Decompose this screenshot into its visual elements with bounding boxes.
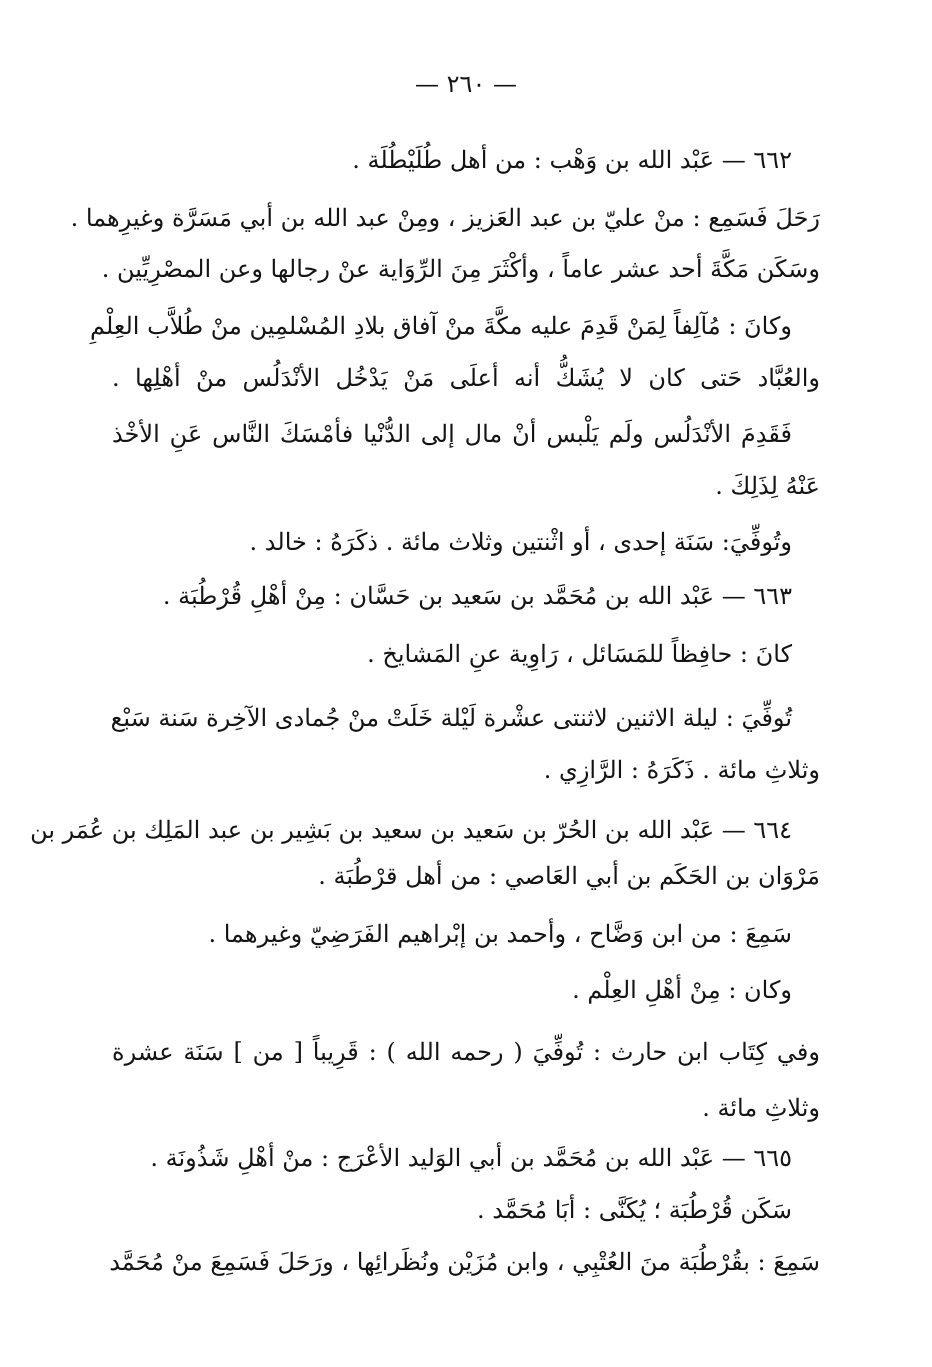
entry-heading-663: ٦٦٣ — عَبْد الله بن مُحَمَّد بن سَعيد بن حَسَّان : مِنْ أهْلِ قُرْطُبَة .	[162, 582, 792, 610]
text-line: سَمِعَ : بقُرْطُبَة منَ العُتْبِي ، وابن مُزَيْن ونُظَرائِها ، ورَحَلَ فَسَمِعَ منْ مُحَمَّد	[109, 1248, 820, 1276]
text-line: سَكَن قُرْطُبَة ؛ يُكَنَّى : أبَا مُحَمَّد .	[477, 1196, 792, 1224]
text-line: وثلاثِ مائة .	[702, 1094, 820, 1122]
text-line: وسَكَن مَكَّةَ أحد عشر عاماً ، وأكْثَرَ مِنَ الرِّوَاية عنْ رجالها وعن المصْرِيِّين .	[101, 255, 820, 283]
text-line: سَمِعَ : من ابن وَضَّاح ، وأحمد بن إبْراهيم الفَرَضِيّ وغيرهما .	[208, 920, 792, 948]
text-line: وتُوفِّيَ: سَنَة إحدى ، أو اثْنتين وثلاث مائة . ذكَرَهُ : خالد .	[249, 528, 792, 556]
text-line: فَقَدِمَ الأنْدَلُس ولَم يَلْبس أنْ مال إلى الدُّنْيا فأمْسَكَ النَّاس عَنِ الأخْذ	[112, 420, 792, 448]
text-line: كانَ : حافِظاً للمَسَائل ، رَاوِية عنِ المَشايخ .	[367, 640, 792, 668]
entry-heading-665: ٦٦٥ — عَبْد الله بن مُحَمَّد بن أبي الوَليد الأعْرَج : منْ أهْلِ شَذُونَة .	[150, 1144, 792, 1172]
entry-heading-664: ٦٦٤ — عَبْد الله بن الحُرّ بن سَعيد بن سعيد بن بَشِير بن عبد المَلِك بن عُمَر بن	[30, 816, 792, 844]
entry-heading-662: ٦٦٢ — عَبْد الله بن وَهْب : من أهل طُلَيْطُلَة .	[352, 146, 792, 174]
text-line: رَحَلَ فَسَمِع : منْ عليّ بن عبد العَزيز ، ومِنْ عبد الله بن أبي مَسَرَّة وغيرِهما .	[70, 204, 820, 232]
text-line: مَرْوَان بن الحَكَم بن أبي العَاصي : من أهل قرْطُبَة .	[318, 862, 820, 890]
page-number: — ٢٦٠ —	[415, 70, 517, 98]
text-line: والعُبَّاد حَتى كان لا يُشَكُّ أنه أعلَى مَنْ يَدْخُل الأنْدَلُس منْ أهْلِها .	[112, 364, 820, 392]
text-line: وكانَ : مُآلِفاً لِمَنْ قَدِمَ عليه مكَّةَ منْ آفاق بلادِ المُسْلمِين منْ طُلاَّب العِلْمِ	[90, 312, 792, 340]
text-line: وكان : مِنْ أهْلِ العِلْم .	[572, 976, 792, 1004]
text-line: تُوفِّيَ : ليلة الاثنين لاثنتى عشْرة لَيْلة خَلَتْ منْ جُمادى الآخِرة سَنة سَبْع	[110, 704, 792, 732]
text-line: وثلاثِ مائة . ذَكَرَهُ : الرَّازِي .	[543, 756, 820, 784]
text-line: وفي كِتَاب ابن حارث : تُوفِّيَ ( رحمه الله ) : قَرِيباً [ من ] سَنَة عشرة	[112, 1038, 820, 1066]
text-line: عَنْهُ لِذَلِكَ .	[715, 472, 820, 500]
